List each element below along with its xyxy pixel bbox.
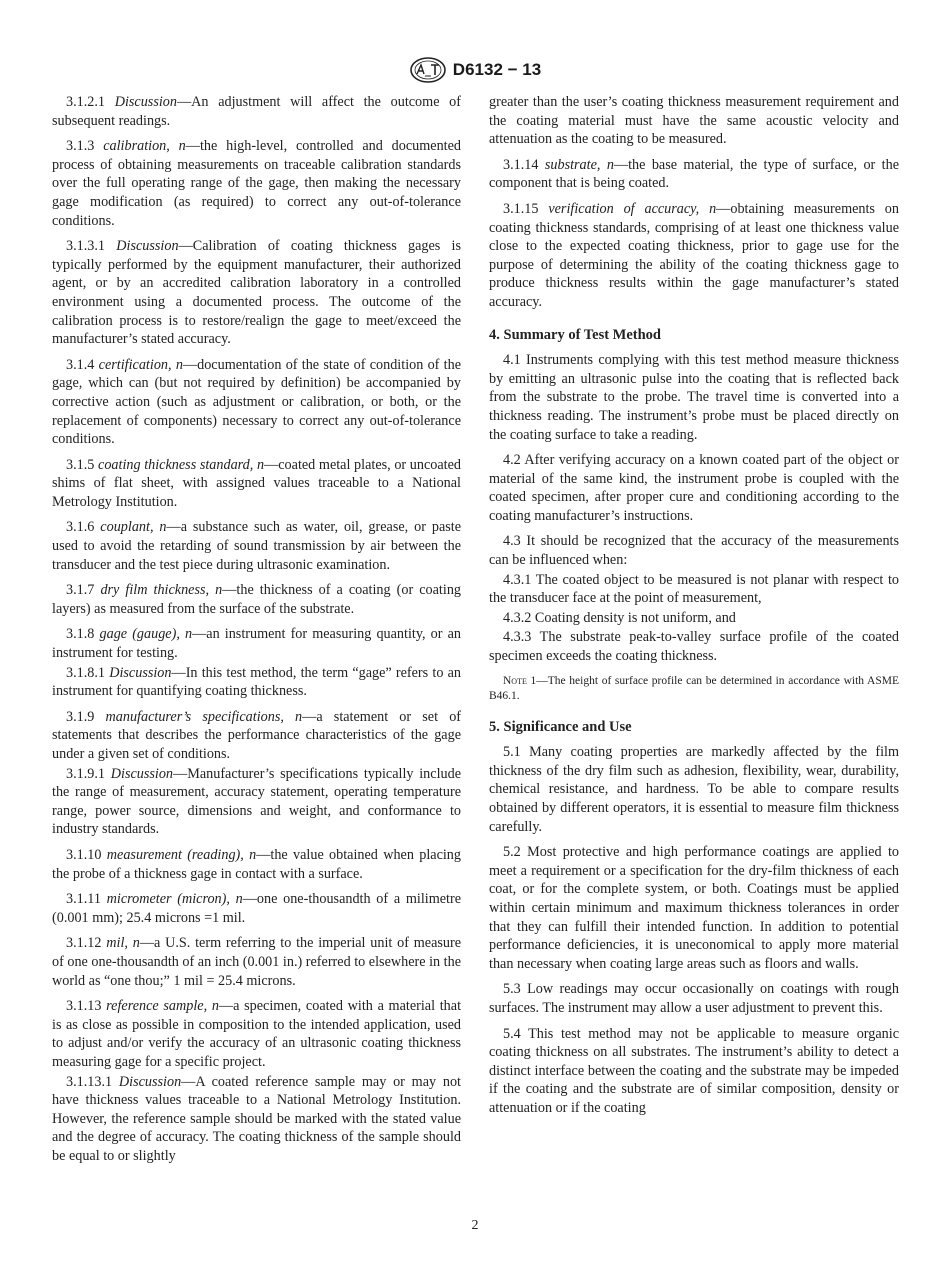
paragraph: 4.1 Instruments complying with this test method measure thickness by emitting an ultrasonic pulse into the coating that is reflected back from the substrate to the probe. The travel time is converted into a thickness reading. The instrument’s probe must be placed directly on the coating surface to take a reading. xyxy=(489,352,899,443)
paragraph: 3.1.2.1 Discussion—An adjustment will affect the outcome of subsequent readings. xyxy=(52,94,461,129)
paragraph: 3.1.9 manufacturer’s specifications, n—a statement or set of statements that describes the performance characteristics of the gage under a given set of conditions. xyxy=(52,708,462,762)
right-column xyxy=(489,93,899,1125)
paragraph: greater than the user’s coating thickness measurement requirement and the coating material must have the same acoustic velocity and attenuation as the coating to be measured. xyxy=(489,94,899,148)
paragraph: 3.1.3.1 Discussion—Calibration of coating thickness gages is typically performed by the equipment manufacturer, their authorized agent, or by an accredited calibration laboratory in a controlled environment using a documented process. The outcome of the calibration process is to restore/realign the gage to meet/exceed the manufacturer’s stated accuracy. xyxy=(52,238,462,348)
paragraph: 3.1.9.1 Discussion—Manufacturer’s specifications typically include the range of measurement, accuracy statement, operating temperature range, power source, dimensions and weight, and conformance to industry standards. xyxy=(52,765,461,838)
document-id: D6132 − 13 xyxy=(452,60,542,79)
paragraph: 5.1 Many coating properties are markedly affected by the film thickness of the dry film such as adhesion, flexibility, wear, durability, chemical resistance, and hardness. To be able to compare results obtained by different operators, it is essential to measure film thickness carefully. xyxy=(489,744,899,835)
paragraph: 3.1.10 measurement (reading), n—the value obtained when placing the probe of a thickness gage in contact with a surface. xyxy=(52,846,461,882)
paragraph: 3.1.8.1 Discussion—In this test method, the term “gage” refers to an instrument for quantifying coating thickness. xyxy=(52,664,462,700)
paragraph: 3.1.15 verification of accuracy, n—obtaining measurements on coating thickness standards, comprising of at least one thickness value close to the expected coating thickness, prior to gage use for the purpose of determining the ability of the coating thickness gage to produce thickness results within the gage manufacturer’s stated accuracy. xyxy=(489,200,899,310)
paragraph: 3.1.6 couplant, n—a substance such as water, oil, grease, or paste used to avoid the retarding of sound transmission by air between the transducer and the test piece during ultrasonic examination. xyxy=(52,519,461,573)
paragraph: 4.3.3 The substrate peak-to-valley surface profile of the coated specimen exceeds the coating thickness. xyxy=(489,629,899,665)
paragraph: 4.3.1 The coated object to be measured is not planar with respect to the transducer face at the point of measurement, xyxy=(489,571,899,607)
paragraph: 5.3 Low readings may occur occasionally on coatings with rough surfaces. The instrument may allow a user adjustment to prevent this. xyxy=(489,981,899,1016)
note: Note 1—The height of surface profile can be determined in accordance with ASME B46.1. xyxy=(489,674,899,702)
paragraph: 3.1.12 mil, n—a U.S. term referring to the imperial unit of measure of one one-thousandth of an inch (0.001 in.) referred to elsewhere in the world as “one thou;” 1 mil = 25.4 microns. xyxy=(52,935,462,989)
paragraph: 3.1.13.1 Discussion—A coated reference sample may or may not have thickness values traceable to a National Metrology Institution. However, the reference sample should be marked with the stated value and the degree of accuracy. The coating thickness of the sample should be equal to or slightly xyxy=(52,1073,461,1164)
section-heading: 5. Significance and Use xyxy=(489,718,632,735)
page-header xyxy=(0,56,950,84)
paragraph: 3.1.14 substrate, n—the base material, the type of surface, or the component that is being coated. xyxy=(489,156,900,192)
paragraph: 3.1.5 coating thickness standard, n—coated metal plates, or uncoated shims of flat sheet, with assigned values traceable to a National Metrology Institution. xyxy=(52,456,461,510)
paragraph: 3.1.7 dry film thickness, n—the thickness of a coating (or coating layers) as measured from the surface of the substrate. xyxy=(52,582,462,617)
paragraph: 3.1.3 calibration, n—the high-level, controlled and documented process of obtaining measurements on traceable calibration standards over the full operating range of the gage, then making the necessary gage modification (as required) to correct any out-of-tolerance conditions. xyxy=(52,138,461,229)
paragraph: 3.1.13 reference sample, n—a specimen, coated with a material that is as close as possible in composition to the intended application, used to adjust and/or verify the accuracy of an ultrasonic coating thickness measuring gage for a specific project. xyxy=(52,998,462,1070)
paragraph: 3.1.4 certification, n—documentation of the state of condition of the gage, which can (but not required by definition) be accompanied by corrective action (such as adjustment or calibration, or both, or the replacement of components) necessary to correct any out-of-tolerance conditions. xyxy=(52,356,462,448)
paragraph: 4.3 It should be recognized that the accuracy of the measurements can be influenced when: xyxy=(489,533,899,569)
section-heading: 4. Summary of Test Method xyxy=(489,326,661,343)
paragraph: 3.1.8 gage (gauge), n—an instrument for measuring quantity, or an instrument for testing. xyxy=(52,626,462,662)
paragraph: 4.3.2 Coating density is not uniform, and xyxy=(503,609,736,626)
astm-logo-icon xyxy=(409,57,447,83)
left-column xyxy=(52,93,461,1172)
page-number: 2 xyxy=(471,1218,479,1233)
paragraph: 3.1.11 micrometer (micron), n—one one-thousandth of a milimetre (0.001 mm); 25.4 microns =1 mil. xyxy=(52,891,462,926)
paragraph: 4.2 After verifying accuracy on a known coated part of the object or material of the same kind, the instrument probe is coupled with the coated specimen, after proper cure and conditioning according to the coating manufacturer’s instructions. xyxy=(489,452,899,524)
paragraph: 5.4 This test method may not be applicable to measure organic coating thickness on all substrates. The instrument’s ability to detect a distinct interface between the coating and the substrate may be impeded if the coating and the substrate are of similar composition, density or attenuation or if the coating xyxy=(489,1025,899,1116)
paragraph: 5.2 Most protective and high performance coatings are applied to meet a requirement or a specification for the dry-film thickness of each coat, or for the complete system, or both. Coatings must be applied within certain minimum and maximum thickness tolerances in order that they can fulfill their intended function. In addition to potential performance deficiencies, it is uneconomical to apply more material than necessary when coating large areas such as floors and walls. xyxy=(489,844,899,972)
